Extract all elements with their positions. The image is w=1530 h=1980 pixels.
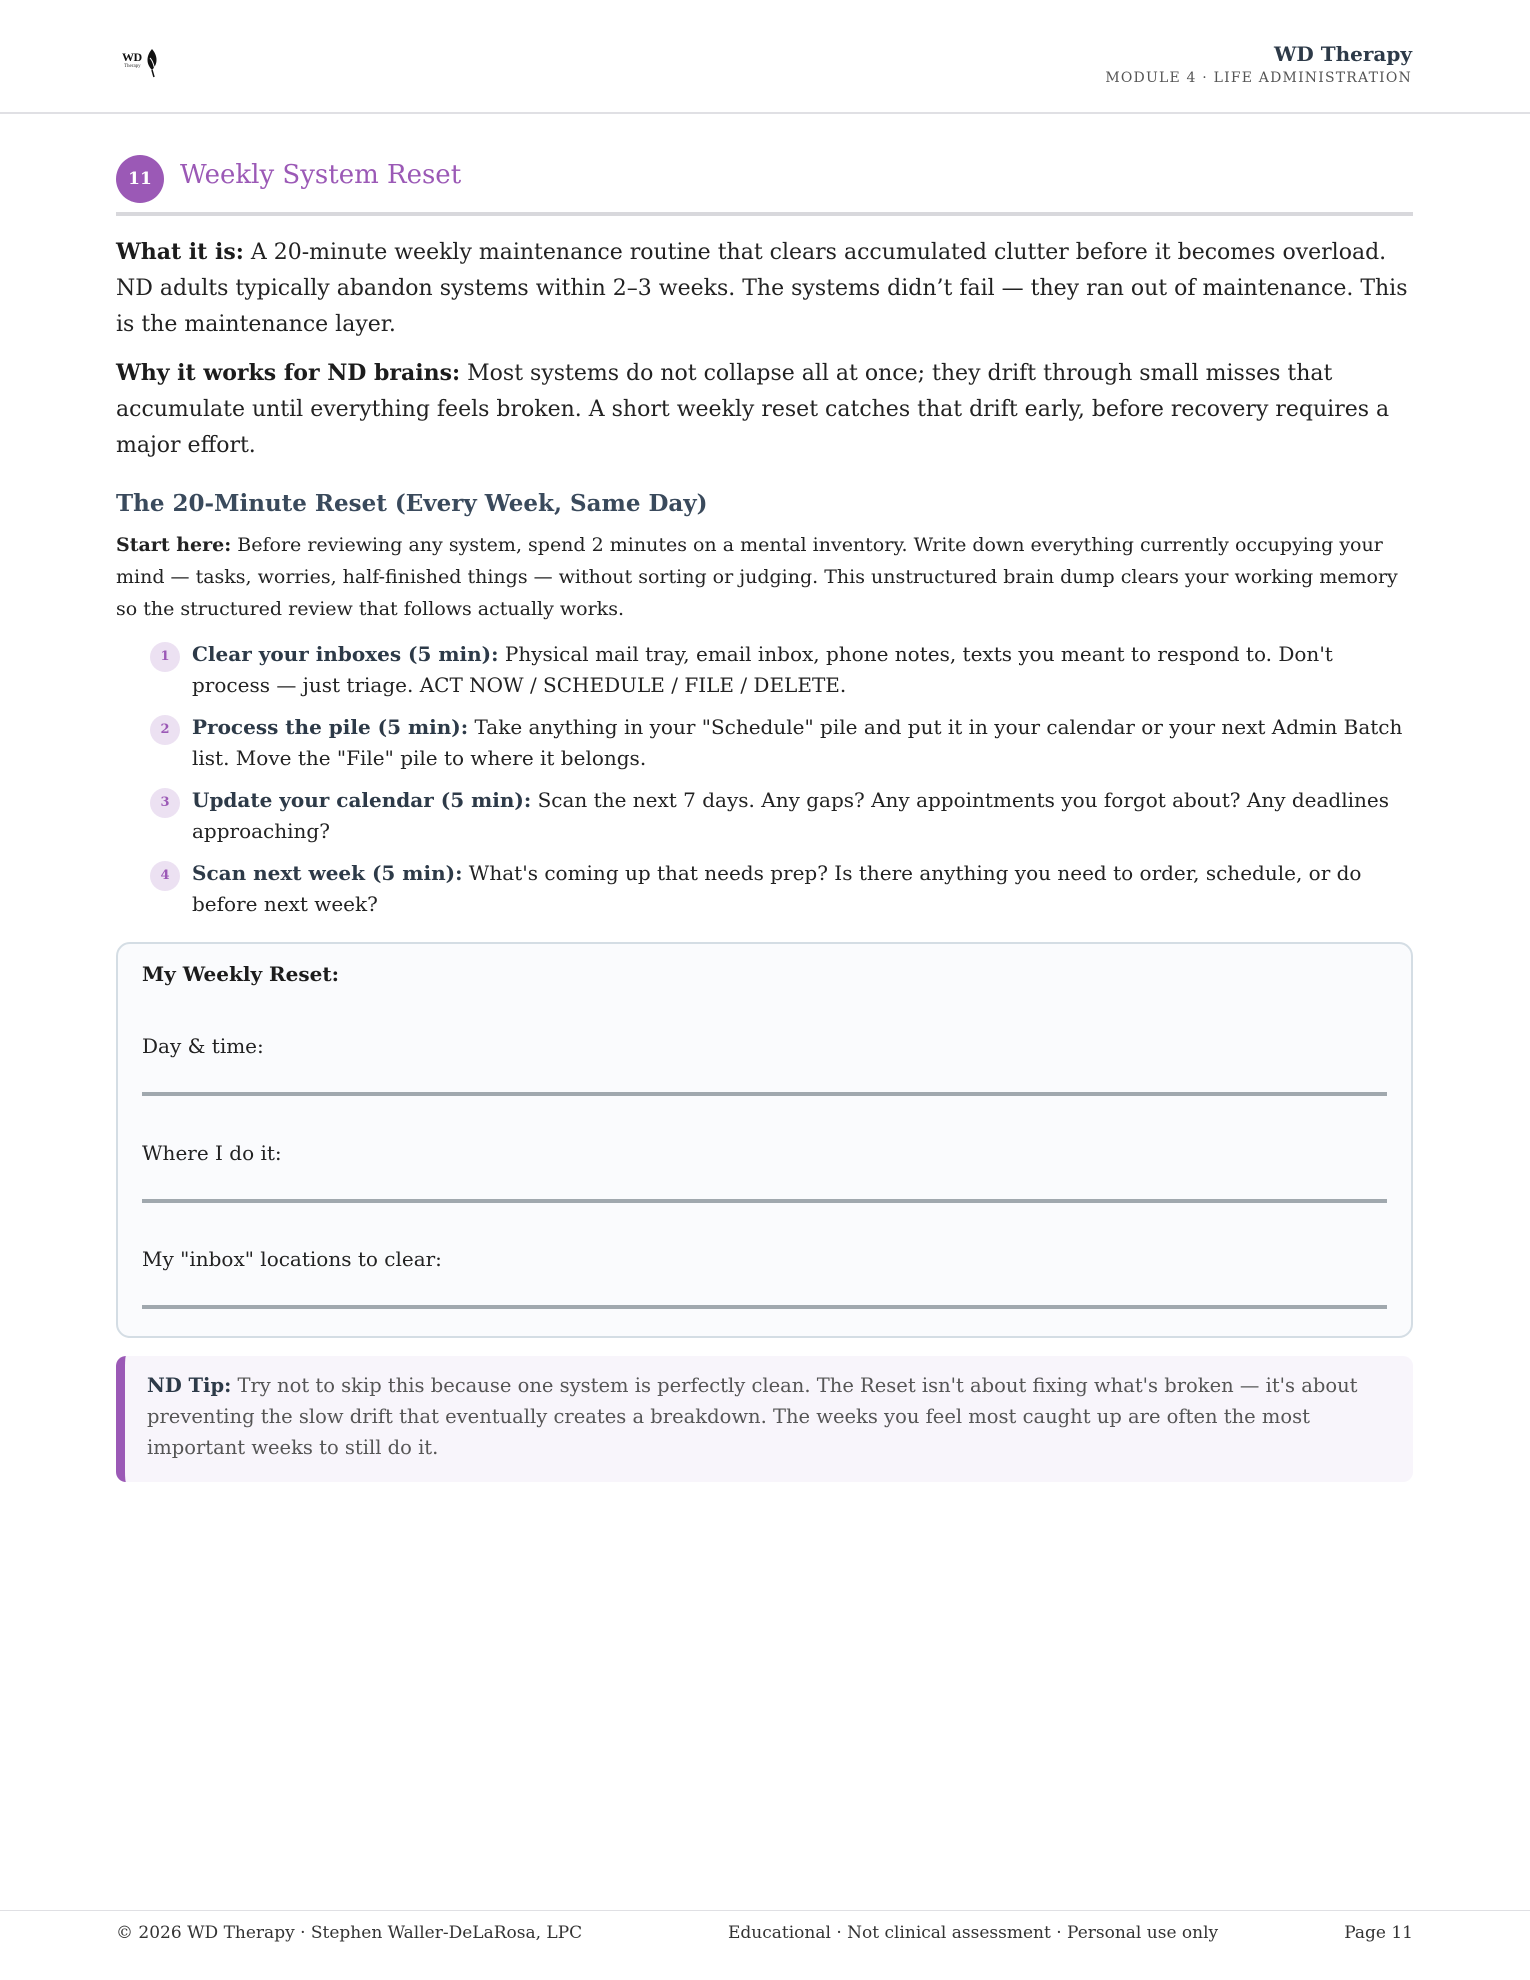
page-number: Page 11 (1344, 1923, 1413, 1943)
nd-tip-callout (116, 1356, 1413, 1482)
step-title: Update your calendar (5 min): (192, 788, 532, 812)
step-title: Scan next week (5 min): (192, 861, 463, 885)
list-item (150, 785, 1413, 847)
section-title: Weekly System Reset (180, 160, 462, 190)
why-it-works-text: Most systems do not collapse all at once; they drift through small misses that accumulate until everything feels broken. A short weekly reset catches that drift early, before recovery requires a major effort. (116, 361, 1390, 458)
step-text: Take anything in your "Schedule" pile and put it in your calendar or your next Admin Batch list. Move the "File" pile to where it belongs. (192, 715, 1403, 770)
section-number-badge: 11 (116, 155, 164, 203)
logo-subtext: Therapy (124, 64, 141, 69)
tip-text: Try not to skip this because one system is perfectly clean. The Reset isn't about fixing what's broken — it's about preventing the slow drift that eventually creates a breakdown. The weeks you feel most caught up are often the most important weeks to still do it. (147, 1374, 1358, 1459)
page-content (116, 152, 1413, 1482)
page-footer (0, 1910, 1530, 1980)
step-title: Process the pile (5 min): (192, 715, 469, 739)
day-time-label: Day & time: (142, 1034, 264, 1058)
leaf-icon (144, 48, 160, 78)
day-time-line[interactable] (142, 1092, 1387, 1096)
step-text: What's coming up that needs prep? Is there anything you need to order, schedule, or do before next week? (192, 861, 1362, 916)
start-here-text: Before reviewing any system, spend 2 minutes on a mental inventory. Write down everything currently occupying your mind — tasks, worries, half-finished things — without sorting or judging. This unstructured brain dump clears your working memory so the structured review that follows actually works. (116, 534, 1398, 620)
wd-therapy-logo (122, 48, 166, 78)
module-label: MODULE 4 · LIFE ADMINISTRATION (1105, 70, 1412, 86)
inbox-locations-label: My "inbox" locations to clear: (142, 1247, 442, 1271)
step-number-badge: 1 (150, 642, 180, 672)
what-it-is-text: A 20-minute weekly maintenance routine that clears accumulated clutter before it becomes overload. ND adults typically abandon systems within 2–3 weeks. The systems didn’t fail — they ran out of maintenance. This is the maintenance layer. (116, 240, 1408, 337)
brand-block (1105, 42, 1412, 86)
step-title: Clear your inboxes (5 min): (192, 642, 499, 666)
step-number-badge: 3 (150, 788, 180, 818)
what-it-is-paragraph (116, 234, 1413, 343)
why-it-works-label: Why it works for ND brains: (116, 360, 461, 386)
tip-label: ND Tip: (147, 1374, 232, 1397)
inbox-locations-field[interactable] (142, 1247, 1387, 1309)
page-header (0, 0, 1530, 114)
start-here-label: Start here: (116, 534, 232, 556)
footer-disclaimer: Educational · Not clinical assessment · Personal use only (728, 1923, 1219, 1943)
location-field[interactable] (142, 1141, 1387, 1203)
what-it-is-label: What it is: (116, 239, 244, 265)
list-item (150, 712, 1413, 774)
start-here-paragraph (116, 529, 1413, 625)
logo-text: WD (122, 50, 142, 64)
why-it-works-paragraph (116, 355, 1413, 464)
step-text: Scan the next 7 days. Any gaps? Any appointments you forgot about? Any deadlines approaching? (192, 788, 1390, 843)
step-number-badge: 2 (150, 715, 180, 745)
reset-steps-list (116, 639, 1413, 920)
list-item (150, 639, 1413, 701)
section-header (116, 152, 1413, 216)
inbox-locations-line[interactable] (142, 1305, 1387, 1309)
reset-subheading: The 20-Minute Reset (Every Week, Same Day) (116, 490, 708, 517)
brand-name: WD Therapy (1273, 42, 1412, 66)
list-item (150, 858, 1413, 920)
location-label: Where I do it: (142, 1141, 282, 1165)
location-line[interactable] (142, 1199, 1387, 1203)
footer-copyright: © 2026 WD Therapy · Stephen Waller-DeLaRosa, LPC (116, 1923, 583, 1943)
worksheet-title: My Weekly Reset: (142, 962, 339, 986)
day-time-field[interactable] (142, 1034, 1387, 1096)
step-number-badge: 4 (150, 861, 180, 891)
weekly-reset-worksheet (116, 942, 1413, 1338)
step-text: Physical mail tray, email inbox, phone notes, texts you meant to respond to. Don't process — just triage. ACT NOW / SCHEDULE / FILE / DELETE. (192, 642, 1333, 697)
